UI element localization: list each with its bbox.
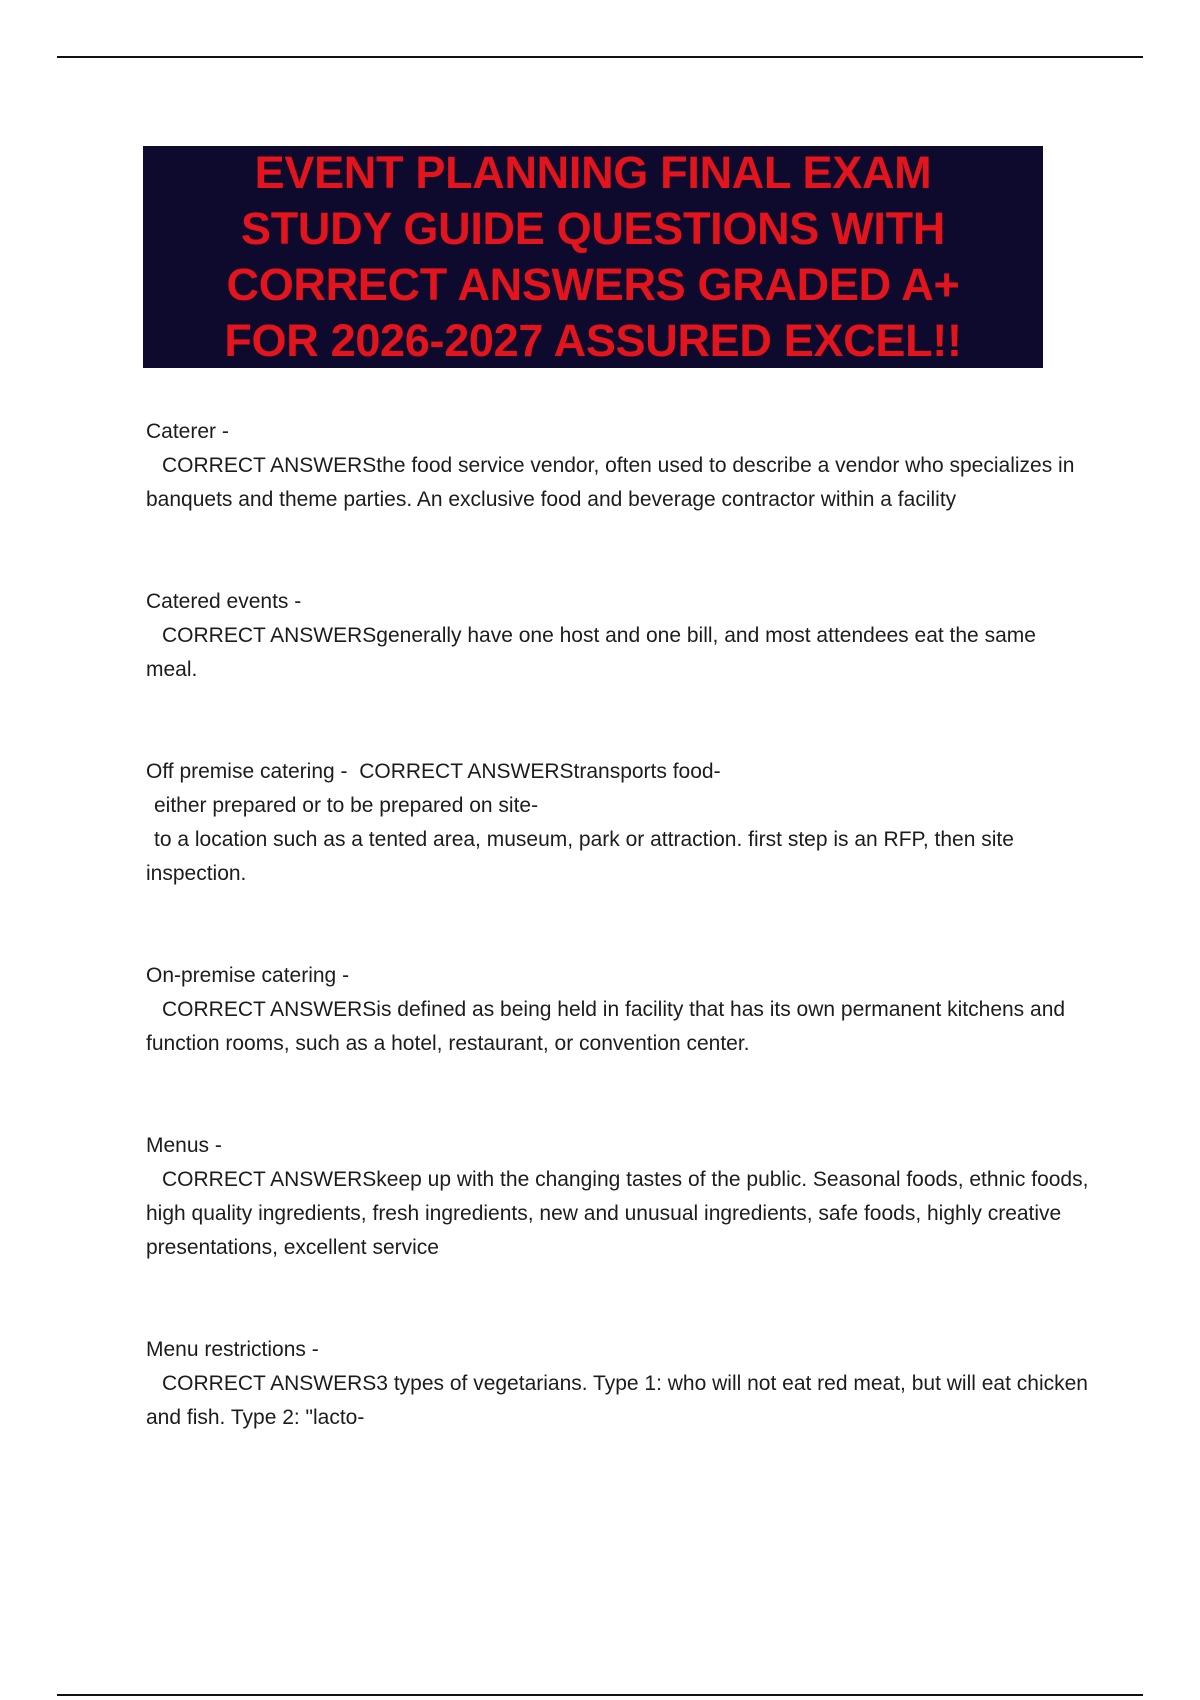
qa-entry-catered-events	[146, 585, 1090, 687]
qa-entry-menus	[146, 1129, 1090, 1265]
qa-entry-on-premise-catering	[146, 959, 1090, 1061]
qa-entry-caterer	[146, 415, 1090, 517]
term: Caterer -	[146, 420, 229, 443]
title-line: EVENT PLANNING FINAL EXAM	[254, 147, 932, 198]
term-text: Off premise catering -	[146, 760, 348, 783]
answer-line: to a location such as a tented area, museum, park or attraction. first step is an RFP, then site inspection.	[146, 828, 1014, 885]
answer-line: either prepared or to be prepared on site-	[154, 794, 539, 817]
qa-entry-off-premise-catering	[146, 755, 1090, 891]
answer-inline: CORRECT ANSWERStransports food-	[359, 760, 721, 783]
term: Catered events -	[146, 590, 302, 613]
title-line: CORRECT ANSWERS GRADED A+	[226, 259, 960, 310]
qa-entry-menu-restrictions	[146, 1333, 1090, 1435]
answer: CORRECT ANSWERSis defined as being held in facility that has its own permanent kitchens and function rooms, such as a hotel, restaurant, or convention center.	[146, 998, 1066, 1055]
title-banner	[143, 146, 1043, 368]
term: Menus -	[146, 1134, 222, 1157]
answer: CORRECT ANSWERSthe food service vendor, often used to describe a vendor who specializes in banquets and theme parties. An exclusive food and beverage contractor within a facility	[146, 454, 1075, 511]
document-title	[224, 145, 961, 369]
top-rule	[57, 56, 1143, 58]
answer: CORRECT ANSWERSgenerally have one host and one bill, and most attendees eat the same meal.	[146, 624, 1036, 681]
term	[146, 760, 721, 783]
answer: CORRECT ANSWERSkeep up with the changing tastes of the public. Seasonal foods, ethnic foods, high quality ingredients, fresh ingredients, new and unusual ingredients, safe foods, highly creative presentations, excellent service	[146, 1168, 1089, 1259]
title-line: STUDY GUIDE QUESTIONS WITH	[241, 203, 945, 254]
term: Menu restrictions -	[146, 1338, 319, 1361]
term: On-premise catering -	[146, 964, 350, 987]
answer: CORRECT ANSWERS3 types of vegetarians. Type 1: who will not eat red meat, but will eat chicken and fish. Type 2: "lacto-	[146, 1372, 1088, 1429]
bottom-rule	[57, 1694, 1143, 1696]
qa-list	[146, 415, 1090, 1435]
title-line: FOR 2026-2027 ASSURED EXCEL!!	[224, 315, 962, 366]
